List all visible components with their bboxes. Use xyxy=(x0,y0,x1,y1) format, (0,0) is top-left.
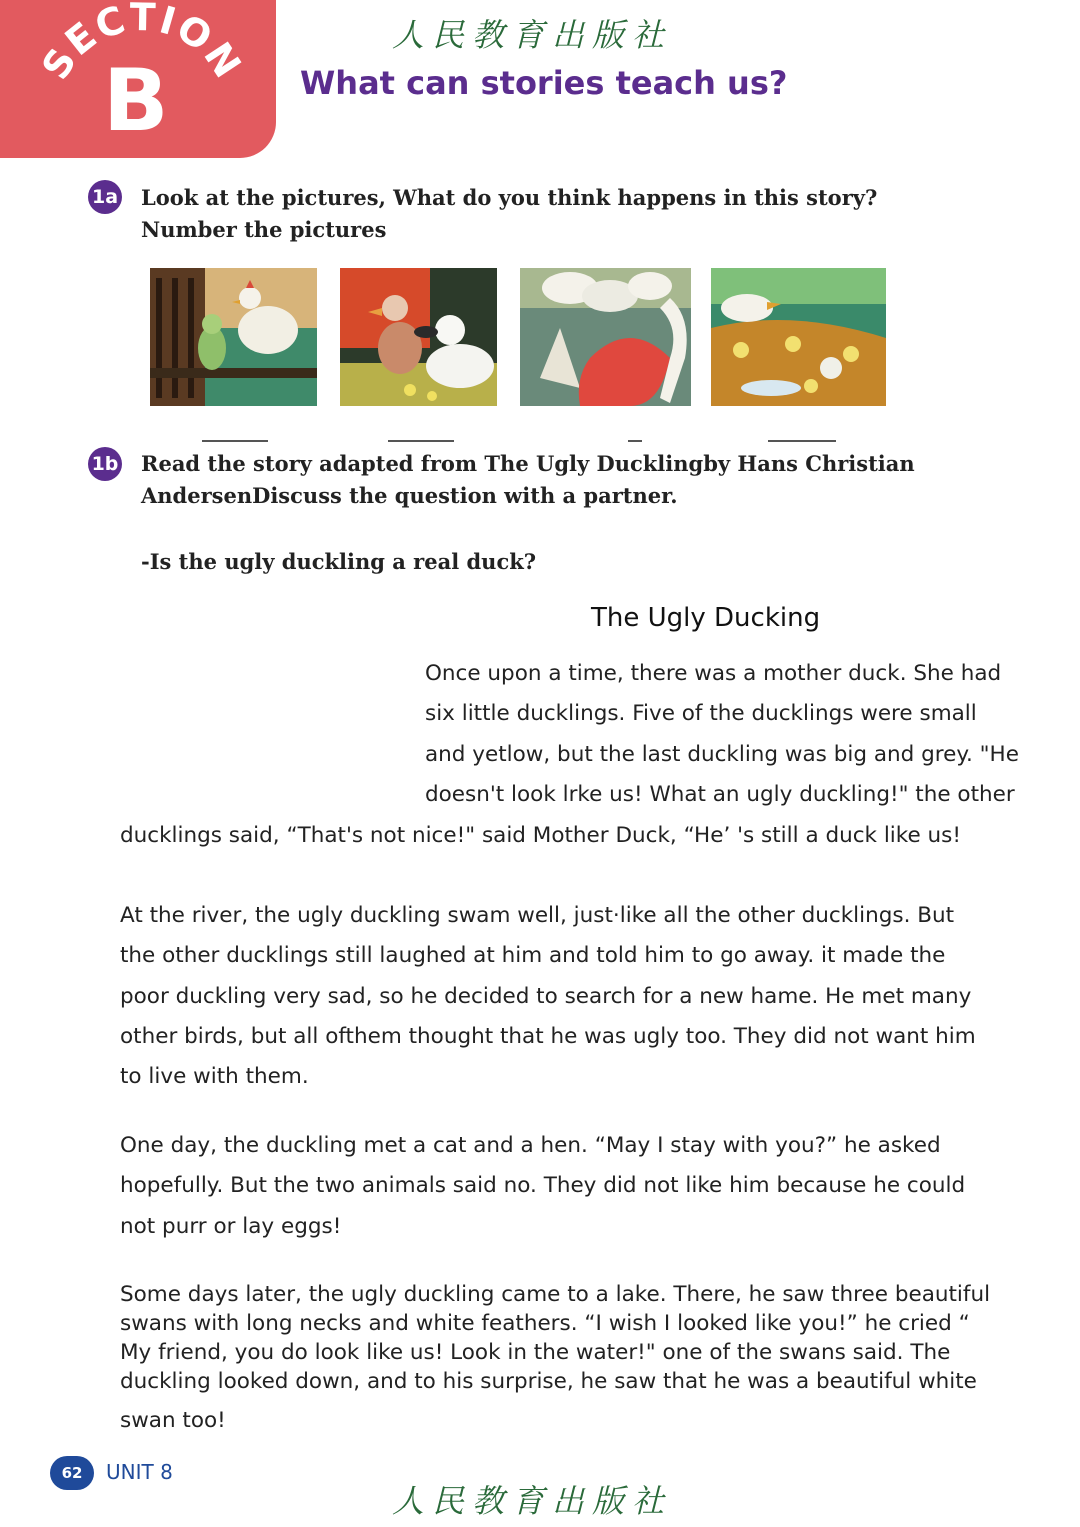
story-paragraph-3 xyxy=(120,1126,965,1247)
section-letter: B xyxy=(103,51,169,151)
story-title: The Ugly Ducking xyxy=(591,603,821,633)
story-picture-cat-hen xyxy=(150,268,317,406)
story-line: doesn't look lrke us! What an ugly duckling!" the other xyxy=(425,781,1015,807)
story-picture-swans xyxy=(520,268,691,406)
story-line: the other ducklings still laughed at him and told him to go away. it made the xyxy=(120,943,946,969)
story-paragraph-1 xyxy=(425,654,1019,815)
story-picture-ducklings xyxy=(711,268,886,406)
publisher-logo-top: 人民教育出版社 xyxy=(392,16,673,54)
story-paragraph-4 xyxy=(120,1280,990,1396)
story-line: not purr or lay eggs! xyxy=(120,1213,342,1239)
section-word: SECTION xyxy=(33,0,251,88)
story-line: ducklings said, “That's not nice!" said Mother Duck, “He’ 's still a duck like us! xyxy=(120,823,961,848)
answer-blank-3[interactable] xyxy=(628,440,642,442)
section-badge xyxy=(0,0,276,158)
story-line: Once upon a time, there was a mother duck. She had xyxy=(425,661,1002,686)
story-paragraph-2 xyxy=(120,896,976,1097)
story-line: and yetlow, but the last duckling was big and grey. "He xyxy=(425,741,1019,767)
activity-1b-badge: 1b xyxy=(88,447,122,481)
story-line: hopefully. But the two animals said no. They did not like him because he could xyxy=(120,1173,966,1199)
answer-blank-2[interactable] xyxy=(388,440,454,442)
activity-1b-instruction-line: Read the story adapted from The Ugly Ducklingby Hans Christian xyxy=(141,451,915,476)
story-line: six little ducklings. Five of the ducklings were small xyxy=(425,701,977,727)
story-line: At the river, the ugly duckling swam well, just·like all the other ducklings. But xyxy=(120,903,955,928)
answer-blank-1[interactable] xyxy=(202,440,268,442)
story-line: other birds, but all ofthem thought that he was ugly too. They did not want him xyxy=(120,1023,976,1049)
story-line: swan too! xyxy=(120,1408,226,1433)
story-line: poor duckling very sad, so he decided to search for a new hame. He met many xyxy=(120,983,972,1009)
story-line: swans with long necks and white feathers. “I wish I looked like you!” he cried “ xyxy=(120,1311,970,1336)
activity-1a-badge: 1a xyxy=(88,180,122,214)
activity-1b-instruction xyxy=(141,448,915,512)
story-line: duckling looked down, and to his surprise, he saw that he was a beautiful white xyxy=(120,1369,977,1394)
story-line: Some days later, the ugly duckling came to a lake. There, he saw three beautiful xyxy=(120,1282,991,1307)
story-line: My friend, you do look like us! Look in the water!" one of the swans said. The xyxy=(120,1340,951,1365)
activity-1b-instruction-line: AndersenDiscuss the question with a partner. xyxy=(141,483,678,508)
activity-1a-instruction: Look at the pictures, What do you think happens in this story? Number the pictures xyxy=(141,185,878,242)
unit-label: UNIT 8 xyxy=(106,1460,173,1484)
publisher-logo-bottom: 人民教育出版社 xyxy=(392,1482,673,1520)
story-line: One day, the duckling met a cat and a hen. “May I stay with you?” he asked xyxy=(120,1133,941,1158)
page-number-badge: 62 xyxy=(50,1456,94,1490)
page-title: What can stories teach us? xyxy=(300,64,788,102)
story-line: to live with them. xyxy=(120,1064,309,1090)
discussion-question: -Is the ugly duckling a real duck? xyxy=(141,549,537,574)
story-picture-ducks xyxy=(340,268,497,406)
answer-blank-4[interactable] xyxy=(768,440,836,442)
